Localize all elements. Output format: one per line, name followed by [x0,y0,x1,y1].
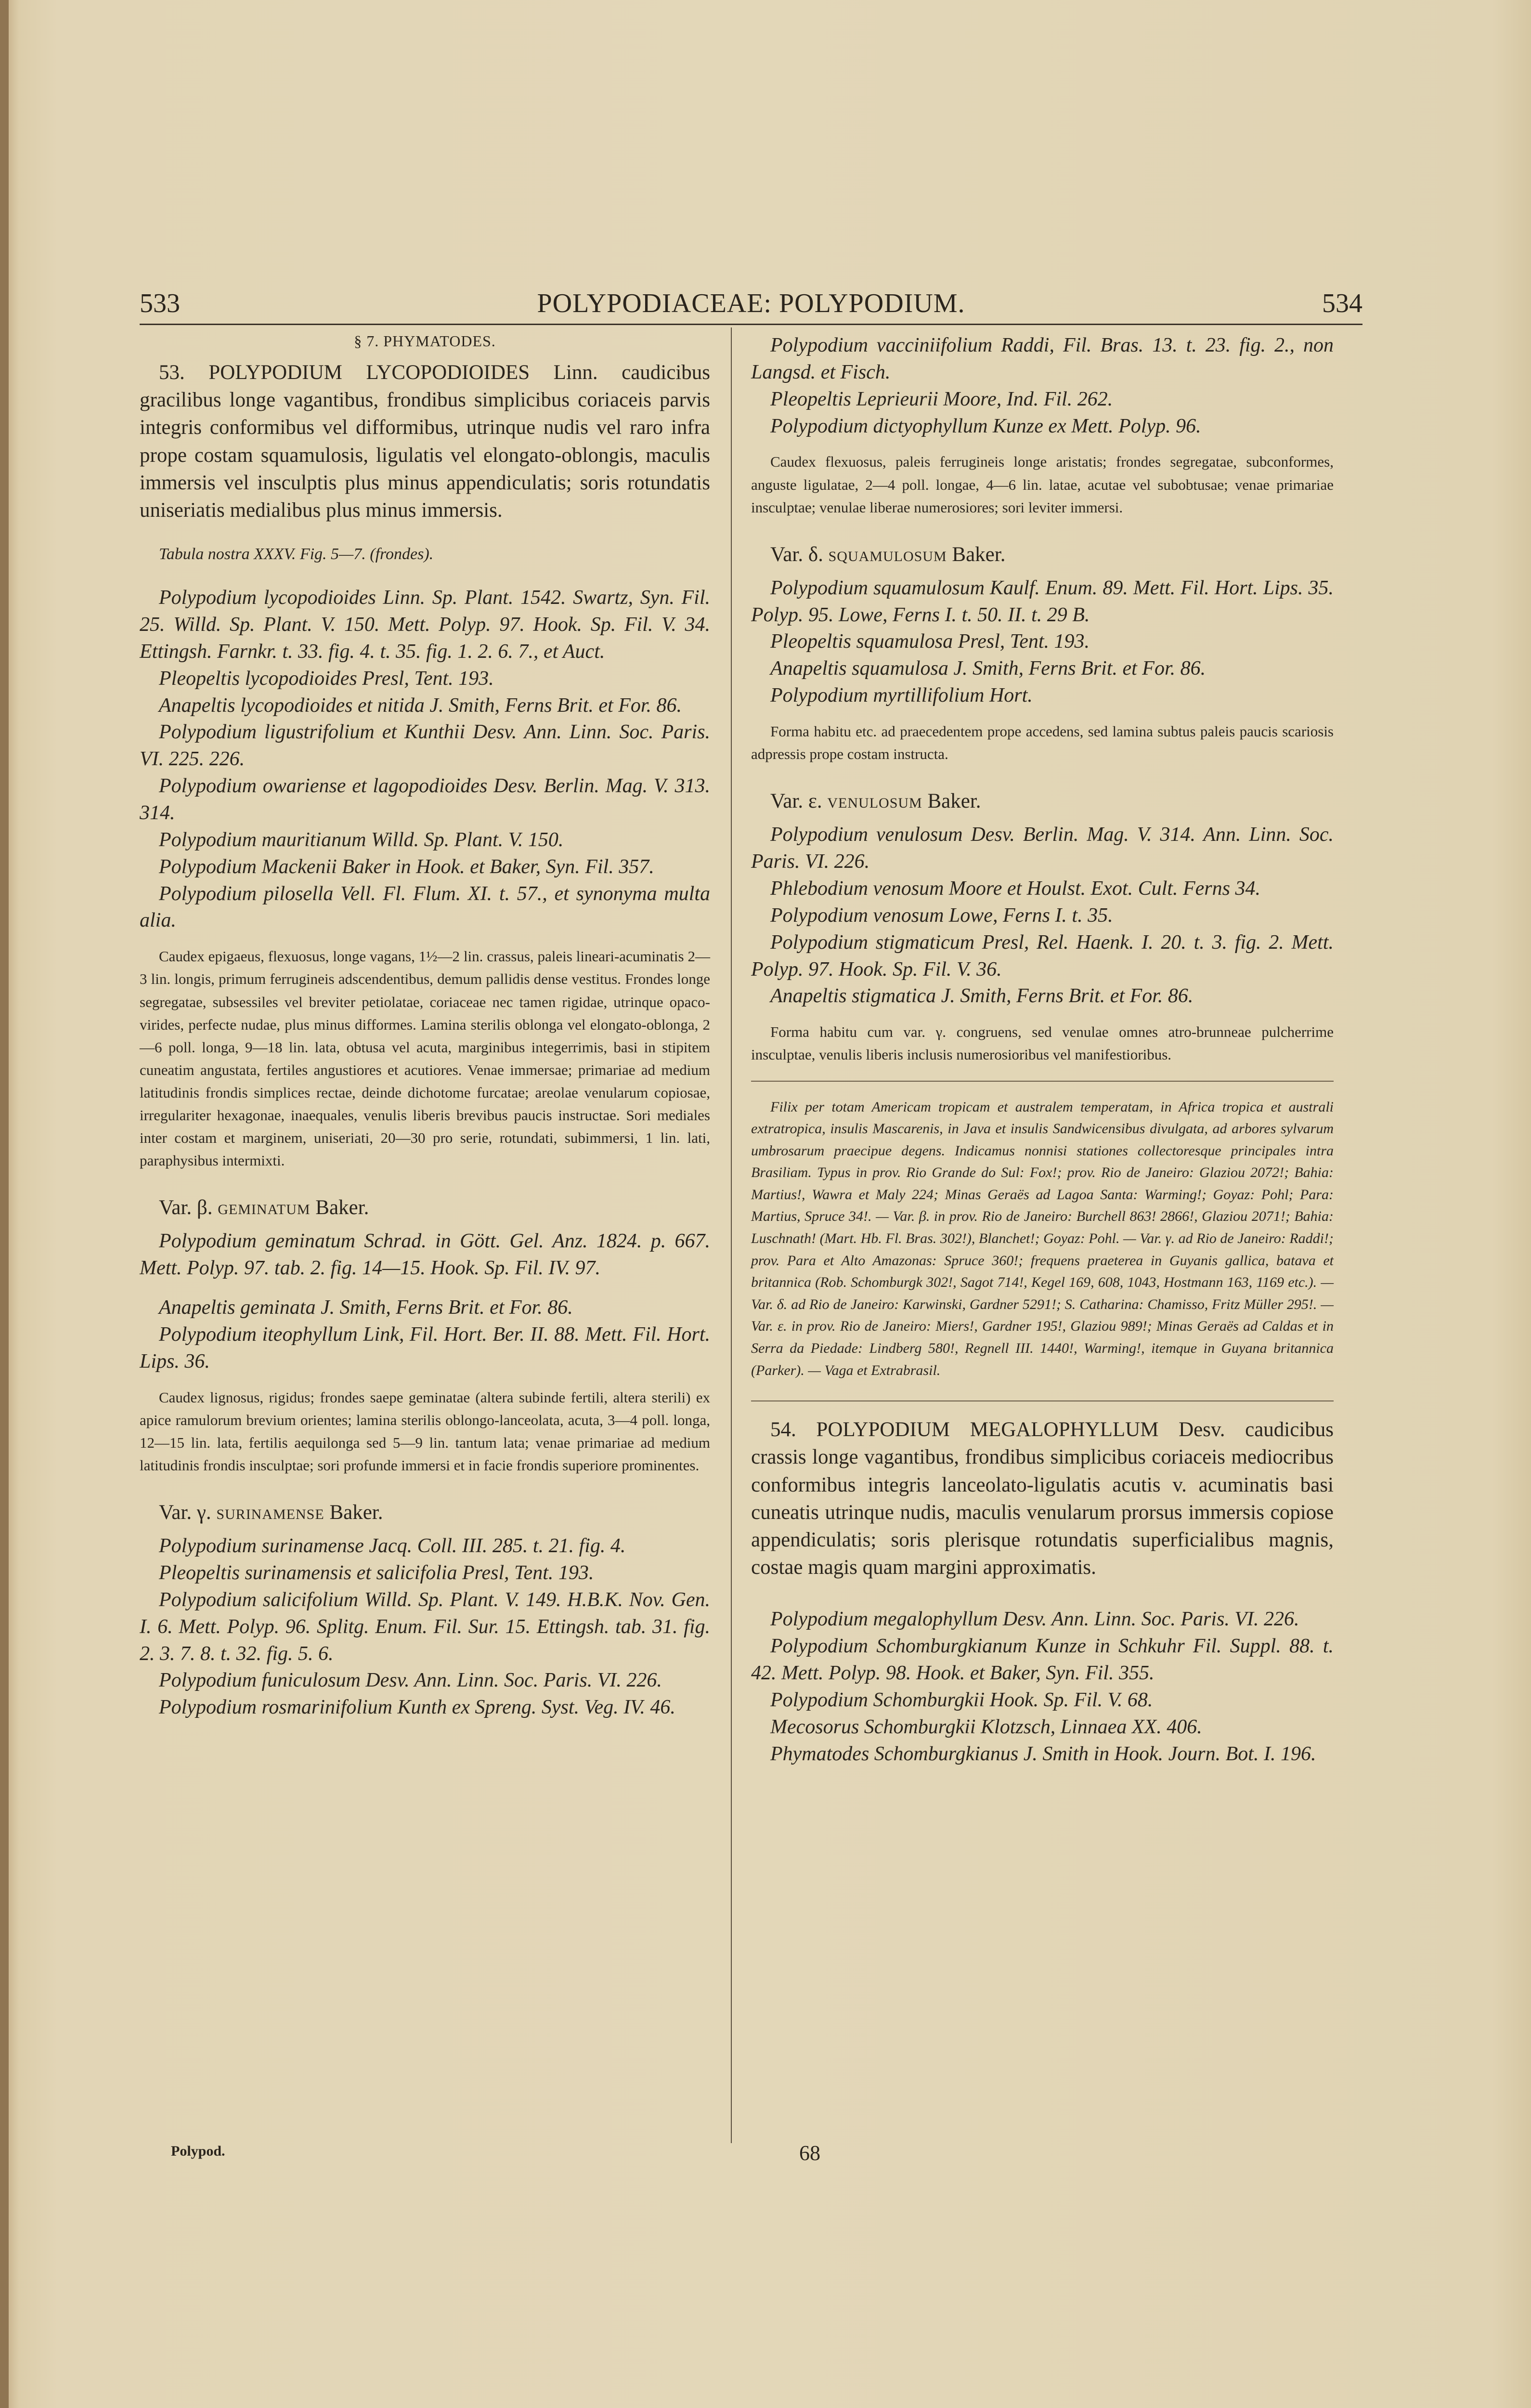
synonym-line: Polypodium Mackenii Baker in Hook. et Baker, Syn. Fil. 357. [159,855,654,878]
variety-label: Var. ε. [770,790,822,813]
page-number-right: 534 [1322,288,1362,318]
synonym-line: Polypodium myrtillifolium Hort. [770,684,1033,707]
variety-name: SQUAMULOSUM [828,548,947,564]
synonym-line: Polypodium ligustrifolium et Kunthii Desv. Ann. Linn. Soc. Paris. VI. 225. 226. [140,721,710,771]
variety-name: GEMINATUM [218,1202,311,1218]
synonym-line: Polypodium mauritianum Willd. Sp. Plant. V. 150. [159,828,564,851]
synonym-line: Polypodium venosum Lowe, Ferns I. t. 35. [770,904,1113,927]
species-description: Caudex epigaeus, flexuosus, longe vagans, 1½—2 lin. crassus, paleis lineari-acuminatis 2—3 lin. longis, primum ferrugineis adscendentibus, demum pallidis dense vestitus. Frondes longe segregatae, subsessiles vel breviter petiolatae, coriaceae nec tamen rigidae, utrinque opaco-virides, perfecte nudae, plus minus difformes. Lamina sterilis oblonga vel elongato-oblonga, 2—6 poll. longa, 9—18 lin. lata, obtusa vel acuta, marginibus integerrimis, basi in stipitem cuneatim angustata, fertiles angustiores et acutiores. Venae immersae; primariae ad medium latitudinis frondis simplices rectae, deinde dichotome furcatae; areolae venularum copiosae, irregulariter hexagonae, inaequales, venulis liberis brevibus paucis instructae. Sori mediales inter costam et marginem, uniseriati, 20—30 pro serie, rotundati, subimmersi, 1 lin. lati, paraphysibus intermixti. [140,948,710,1169]
synonym-line: Polypodium rosmarinifolium Kunth ex Spreng. Syst. Veg. IV. 46. [159,1696,675,1719]
variety-description: Forma habitu cum var. γ. congruens, sed venulae omnes atro-brunneae pulcherrime insculptae, venulis liberis inclusis numerosioribus vel manifestioribus. [751,1023,1334,1063]
section-separator [751,1400,1334,1401]
synonym-line: Polypodium stigmaticum Presl, Rel. Haenk. I. 20. t. 3. fig. 2. Mett. Polyp. 97. Hook. Sp. Fil. V. 36. [751,931,1334,981]
left-column [140,332,710,1721]
variety-author: Baker. [952,543,1006,566]
synonym-line: Polypodium iteophyllum Link, Fil. Hort. Ber. II. 88. Mett. Fil. Hort. Lips. 36. [140,1323,710,1373]
species-54-diagnosis: 54. POLYPODIUM MEGALOPHYLLUM Desv. caudicibus crassis longe vagantibus, frondibus simplicibus coriaceis mediocribus conformibus integris lanceolato-ligulatis acutis v. acuminatis basi cuneatis utrinque nudis, maculis venularum prorsus immersis copiose appendiculatis; soris plerisque rotundatis superficialibus magnis, costae magis quam margini approximatis. [751,1418,1334,1579]
variety-label: Var. γ. [159,1501,211,1524]
synonym-line: Polypodium Schomburgkianum Kunze in Schkuhr Fil. Suppl. 88. t. 42. Mett. Polyp. 98. Hook. et Baker, Syn. Fil. 355. [751,1635,1334,1685]
synonym-line: Polypodium squamulosum Kaulf. Enum. 89. Mett. Fil. Hort. Lips. 35. Polyp. 95. Lowe, Ferns I. t. 50. II. t. 29 B. [751,576,1334,626]
right-column [751,332,1334,1768]
variety-description: Caudex lignosus, rigidus; frondes saepe geminatae (altera subinde fertili, altera sterili) ex apice ramulorum brevium orientes; lamina sterilis oblongo-lanceolata, acuta, 3—4 poll. longa, 12—15 lin. lata, fertilis aequilonga sed 5—9 lin. tantum lata; venae primariae ad medium latitudinis frondis insculptae; sori profunde immersi et in facie frondis superiore prominentes. [140,1388,710,1474]
synonym-line: Polypodium owariense et lagopodioides Desv. Berlin. Mag. V. 313. 314. [140,775,710,824]
distribution-paragraph: Filix per totam Americam tropicam et australem temperatam, in Africa tropica et australi extratropica, insulis Mascarenis, in Java et insulis Sandwicensibus divulgata, ad arbores sylvarum umbrosarum praecipue degens. Indicamus nonnisi stationes collectoresque principales intra Brasiliam. Typus in prov. Rio Grande do Sul: Fox!; prov. Rio de Janeiro: Glaziou 2072!; Bahia: Martius!, Wawra et Maly 224; Minas Geraës ad Lagoa Santa: Warming!; Goyaz: Pohl; Para: Martius, Spruce 34!. — Var. β. in prov. Rio de Janeiro: Burchell 863! 2866!, Glaziou 2071!; Bahia: Luschnath! (Mart. Hb. Fl. Bras. 302!), Blanchet!; Goyaz: Pohl. — Var. γ. ad Rio de Janeiro: Raddi!; prov. Para et Alto Amazonas: Spruce 360!; frequens praeterea in Guyanis gallica, batava et britannica (Rob. Schomburgk 302!, Sagot 714!, Kegel 169, 608, 1043, Hostmann 163, 1169 etc.). — Var. δ. ad Rio de Janeiro: Karwinski, Gardner 5291!; S. Catharina: Chamisso, Fritz Müller 295!. — Var. ε. in prov. Rio de Janeiro: Miers!, Gardner 195!, Glaziou 989!; Minas Geraës ad Caldas et in Serra da Piedade: Lindberg 580!, Regnell III. 1440!, Warming!, itemque in Guyana britannica (Parker). — Vaga et Extrabrasil. [751,1099,1334,1378]
synonym-line: Polypodium salicifolium Willd. Sp. Plant. V. 149. H.B.K. Nov. Gen. I. 6. Mett. Polyp. 96. Splitg. Enum. Fil. Sur. 15. Ettingsh. tab. 31. fig. 2. 3. 7. 8. t. 32. fig. 5. 6. [140,1588,710,1665]
variety-description: Forma habitu etc. ad praecedentem prope accedens, sed lamina subtus paleis paucis scariosis adpressis prope costam instructa. [751,723,1334,763]
running-header [140,288,1362,327]
synonym-line: Polypodium dictyophyllum Kunze ex Mett. Polyp. 96. [770,415,1201,437]
variety-heading-gamma [159,1501,710,1524]
variety-heading-delta [770,543,1334,566]
species-53-diagnosis: 53. POLYPODIUM LYCOPODIOIDES Linn. caudicibus gracilibus longe vagantibus, frondibus simplicibus coriaceis parvis integris conformibus vel difformibus, utrinque nudis vel raro infra prope costam squamulosis, ligulatis vel elongato-oblongis, maculis immersis vel insculptis plus minus appendiculatis; soris rotundatis uniseriatis medialibus plus minus immersis. [140,361,710,522]
synonym-line: Polypodium geminatum Schrad. in Gött. Gel. Anz. 1824. p. 667. Mett. Polyp. 97. tab. 2. fig. 14—15. Hook. Sp. Fil. IV. 97. [140,1230,710,1280]
variety-description: Caudex flexuosus, paleis ferrugineis longe aristatis; frondes segregatae, subconformes, anguste ligulatae, 2—4 poll. longae, 4—6 lin. latae, acutae vel subobtusae; venae primariae insculptae; venulae liberae numerosiores; sori leviter immersi. [751,453,1334,516]
section-separator [751,1081,1334,1082]
synonym-line: Polypodium pilosella Vell. Fl. Flum. XI. t. 57., et synonyma multa alia. [140,882,710,932]
synonym-line: Polypodium venulosum Desv. Berlin. Mag. V. 314. Ann. Linn. Soc. Paris. VI. 226. [751,824,1334,873]
synonym-line: Anapeltis stigmatica J. Smith, Ferns Brit. et For. 86. [770,985,1194,1008]
column-divider [731,327,732,2143]
header-rule [140,324,1362,325]
synonym-line: Pleopeltis Leprieurii Moore, Ind. Fil. 262. [770,388,1113,410]
synonym-line: Polypodium megalophyllum Desv. Ann. Linn. Soc. Paris. VI. 226. [770,1608,1299,1631]
synonym-line: Pleopeltis surinamensis et salicifolia Presl, Tent. 193. [159,1561,594,1584]
variety-name: VENULOSUM [827,795,922,811]
synonym-line: Anapeltis squamulosa J. Smith, Ferns Brit. et For. 86. [770,657,1206,680]
book-spine-edge [0,0,9,2408]
synonym-line: Pleopeltis lycopodioides Presl, Tent. 193. [159,667,494,690]
synonym-line: Polypodium surinamense Jacq. Coll. III. 285. t. 21. fig. 4. [159,1535,626,1557]
synonym-line: Mecosorus Schomburgkii Klotzsch, Linnaea XX. 406. [770,1715,1202,1738]
synonym-line: Polypodium lycopodioides Linn. Sp. Plant. 1542. Swartz, Syn. Fil. 25. Willd. Sp. Plant. V. 150. Mett. Polyp. 97. Hook. Sp. Fil. V. 34. Ettingsh. Farnkr. t. 33. fig. 4. t. 35. fig. 1. 2. 6. 7., et Auct. [140,587,710,663]
variety-author: Baker. [315,1196,369,1219]
running-title: POLYPODIACEAE: POLYPODIUM. [537,288,965,318]
synonym-line: Anapeltis lycopodioides et nitida J. Smith, Ferns Brit. et For. 86. [159,694,682,717]
synonym-line: Phymatodes Schomburgkianus J. Smith in Hook. Journ. Bot. I. 196. [770,1742,1316,1765]
variety-heading-beta [159,1196,710,1219]
sheet-number: 68 [799,2141,820,2165]
page-number-left: 533 [140,288,180,318]
variety-label: Var. δ. [770,543,823,566]
synonym-line: Polypodium Schomburgkii Hook. Sp. Fil. V. 68. [770,1688,1153,1711]
variety-author: Baker. [329,1501,383,1524]
signature-mark: Polypod. [171,2143,225,2159]
section-heading: § 7. PHYMATODES. [354,332,496,350]
synonym-line: Phlebodium venosum Moore et Houlst. Exot. Cult. Ferns 34. [770,877,1260,900]
synonym-line: Polypodium vacciniifolium Raddi, Fil. Bras. 13. t. 23. fig. 2., non Langsd. et Fisch. [751,334,1334,383]
variety-author: Baker. [927,790,981,813]
variety-heading-epsilon [770,789,1334,813]
synonym-line: Pleopeltis squamulosa Presl, Tent. 193. [770,630,1090,653]
synonym-line: Anapeltis geminata J. Smith, Ferns Brit. et For. 86. [159,1296,573,1319]
variety-label: Var. β. [159,1196,213,1219]
plate-reference: Tabula nostra XXXV. Fig. 5—7. (frondes). [159,545,434,563]
variety-name: SURINAMENSE [216,1506,324,1523]
synonym-line: Polypodium funiculosum Desv. Ann. Linn. Soc. Paris. VI. 226. [159,1669,662,1692]
